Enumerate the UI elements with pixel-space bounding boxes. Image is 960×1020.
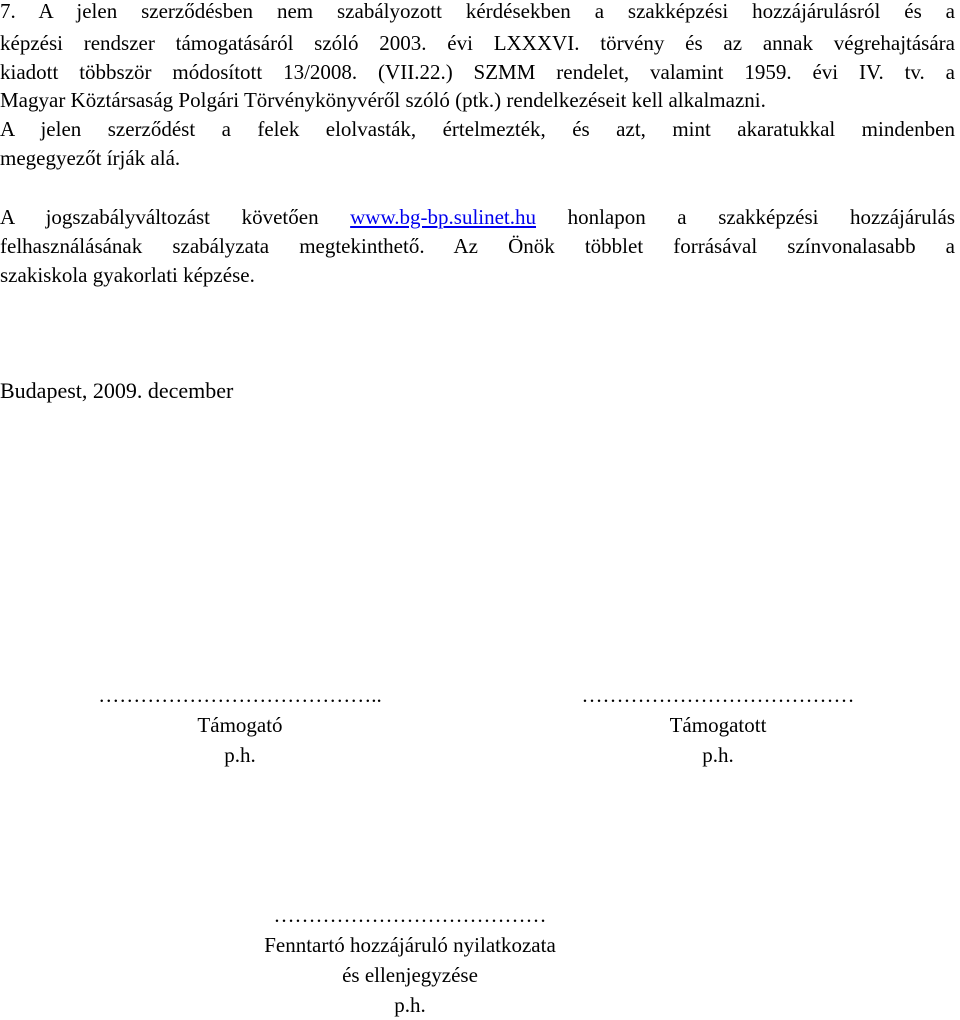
paragraph-link-line-1 xyxy=(0,204,955,230)
signature-supported-title: Támogatott xyxy=(669,713,767,737)
signature-maintainer-dots: ………………………………… xyxy=(273,903,547,927)
signature-supporter-dots: ………………………………….. xyxy=(98,683,382,707)
place-date: Budapest, 2009. december xyxy=(0,378,234,403)
paragraph-7-line-5: A jelen szerződést a felek elolvasták, értelmezték, és azt, mint akaratukkal mindenben xyxy=(0,117,955,141)
sulinet-link[interactable]: www.bg-bp.sulinet.hu xyxy=(350,205,537,229)
signature-supported-stamp: p.h. xyxy=(702,743,734,767)
paragraph-link-line-2: felhasználásának szabályzata megtekinthető. Az Önök többlet forrásával színvonalasabb a xyxy=(0,234,955,258)
paragraph-link-before: A jogszabályváltozást követően xyxy=(0,205,351,229)
paragraph-7-line-4: Magyar Köztársaság Polgári Törvénykönyvéről szóló (ptk.) rendelkezéseit kell alkalmazni. xyxy=(0,88,766,112)
signature-supporter-title: Támogató xyxy=(197,713,283,737)
paragraph-link-line-3: szakiskola gyakorlati képzése. xyxy=(0,263,255,287)
signature-supporter-stamp: p.h. xyxy=(224,743,256,767)
paragraph-7-line-3: kiadott többször módosított 13/2008. (VII.22.) SZMM rendelet, valamint 1959. évi IV. tv. a xyxy=(0,60,955,84)
signature-supported-dots: ………………………………… xyxy=(581,683,855,707)
paragraph-link-after: honlapon a szakképzési hozzájárulás xyxy=(536,205,955,229)
signature-maintainer-title: Fenntartó hozzájáruló nyilatkozata xyxy=(264,933,556,957)
paragraph-7-line-2: képzési rendszer támogatásáról szóló 2003. évi LXXXVI. törvény és az annak végrehajtására xyxy=(0,31,955,55)
signature-supported xyxy=(518,680,918,770)
signature-supporter xyxy=(40,680,440,770)
signature-maintainer-stamp: p.h. xyxy=(394,993,426,1017)
paragraph-7-line-6: megegyezőt írják alá. xyxy=(0,146,181,170)
signature-maintainer xyxy=(210,900,610,1020)
paragraph-7-line-1: 7. A jelen szerződésben nem szabályozott kérdésekben a szakképzési hozzájárulásról és a xyxy=(0,0,955,23)
signature-maintainer-subtitle: és ellenjegyzése xyxy=(342,963,478,987)
